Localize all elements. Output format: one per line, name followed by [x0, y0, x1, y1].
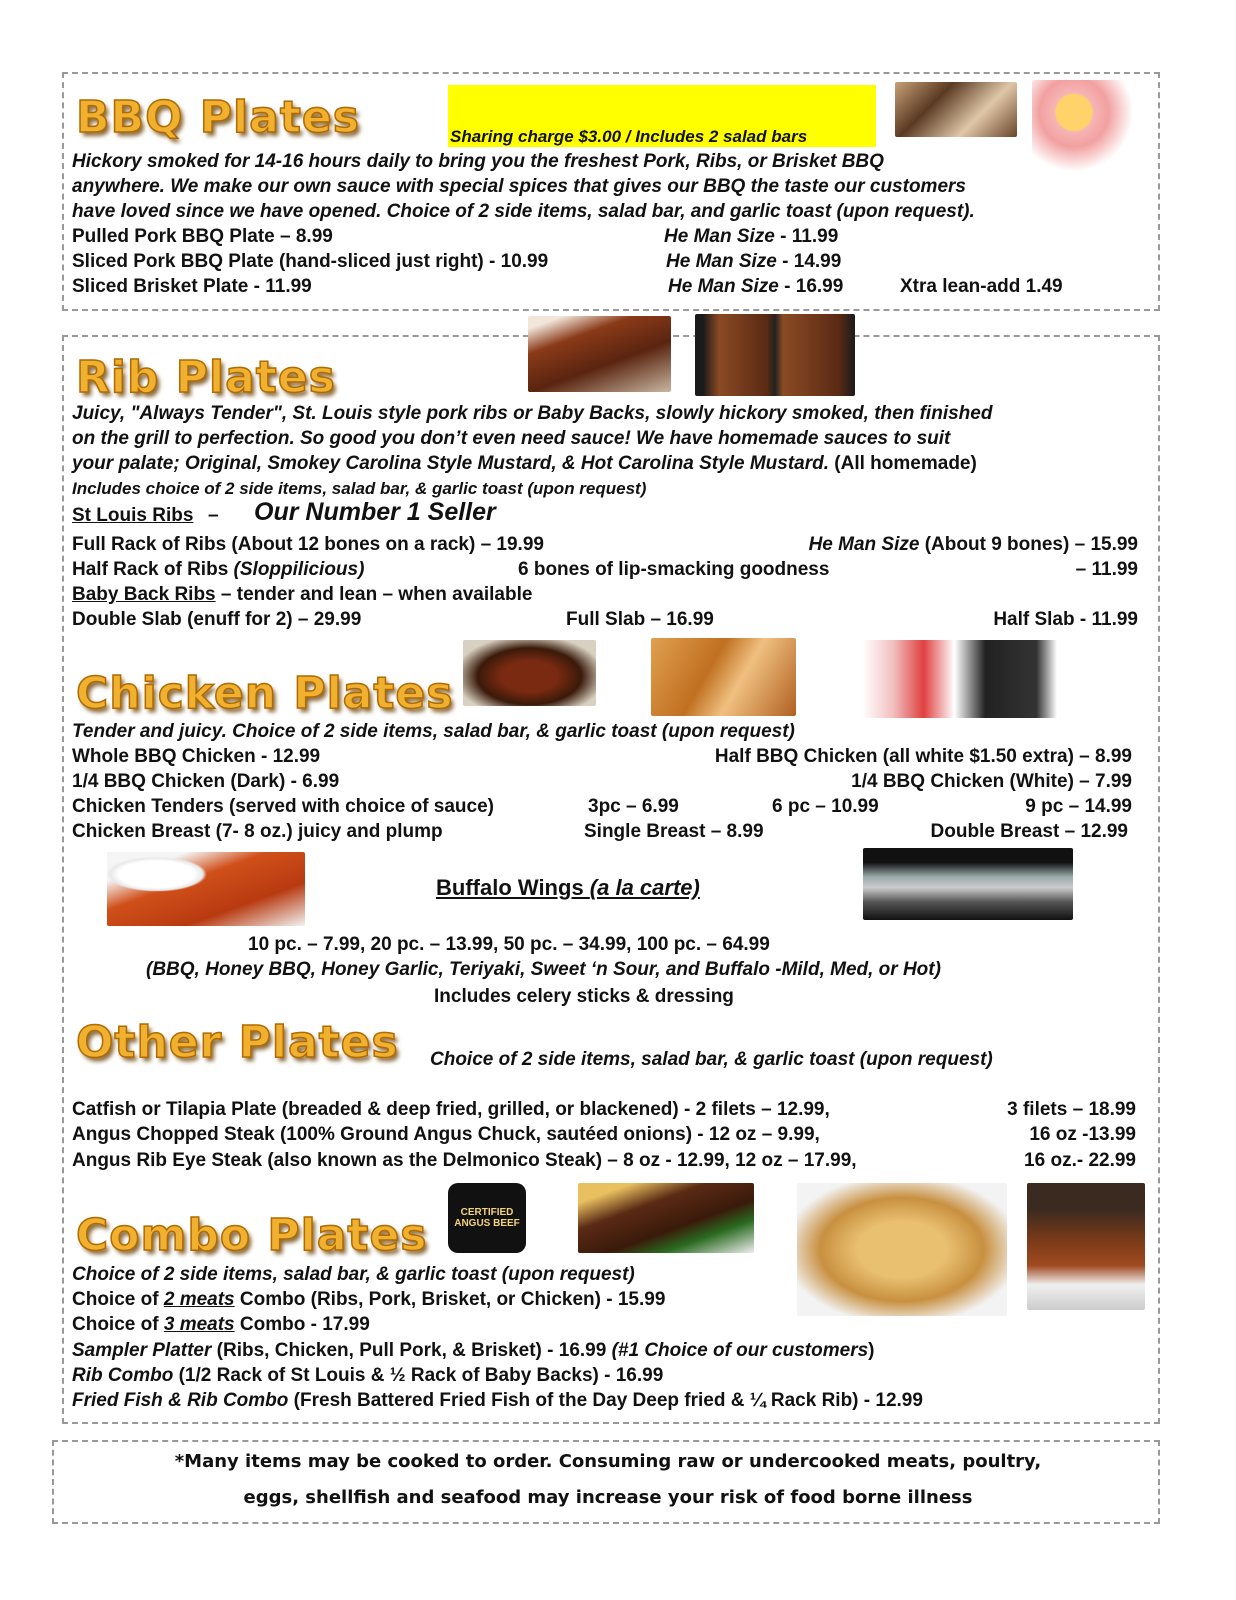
a-la-carte: (a la carte): [589, 875, 700, 900]
xtra-lean: Xtra lean-add 1.49: [900, 276, 1063, 297]
tenders-9pc: 9 pc – 14.99: [1025, 796, 1132, 817]
combo-two-price: Combo (Ribs, Pork, Brisket, or Chicken) - 15.99: [234, 1289, 666, 1310]
baby-back-desc: – tender and lean – when available: [215, 584, 533, 605]
st-louis-label: St Louis Ribs: [72, 505, 194, 526]
sampler-label: Sampler Platter: [72, 1340, 212, 1361]
rib-desc-1: Juicy, "Always Tender", St. Louis style pork ribs or Baby Backs, slowly hickory smoked, then finished: [72, 403, 993, 424]
sliced-pork-image: [895, 82, 1017, 137]
bbq-heading: BBQ Plates: [76, 92, 360, 143]
half-slab: Half Slab - 11.99: [993, 609, 1138, 630]
tenders-6pc: 6 pc – 10.99: [772, 796, 879, 817]
wings-label: Buffalo Wings: [436, 875, 590, 900]
baby-back-label: Baby Back Ribs: [72, 584, 216, 605]
rib-combo-price: (1/2 Rack of St Louis & ½ Rack of Baby Backs) - 16.99: [173, 1365, 664, 1386]
item-name: Pulled Pork BBQ Plate – 8.99: [72, 226, 333, 247]
double-breast: Double Breast – 12.99: [930, 821, 1128, 842]
half-rack: Half Rack of Ribs: [72, 559, 234, 580]
chicken-tenders-image: [651, 638, 796, 716]
wings-flavors: (BBQ, Honey BBQ, Honey Garlic, Teriyaki, Sweet ‘n Sour, and Buffalo -Mild, Med, or Hot): [146, 959, 941, 980]
full-rack: Full Rack of Ribs (About 12 bones on a rack) – 19.99: [72, 534, 544, 555]
combo-three-meats: [72, 1314, 370, 1336]
he-man-price: - 11.99: [774, 226, 839, 247]
rib-combo-label: Rib Combo: [72, 1365, 174, 1386]
certified-angus-beef-logo: [448, 1183, 526, 1253]
rib-desc-2: on the grill to perfection. So good you don’t even need sauce! We have homemade sauces to suit: [72, 428, 951, 449]
whole-chicken-image: [463, 640, 596, 706]
he-man-price: - 16.99: [778, 276, 844, 297]
rib-eye-steak: Angus Rib Eye Steak (also known as the Delmonico Steak) – 8 oz - 12.99, 12 oz – 17.99,: [72, 1150, 857, 1171]
footer-warning-2: eggs, shellfish and seafood may increase your risk of food borne illness: [243, 1487, 973, 1508]
item-name: Sliced Pork BBQ Plate (hand-sliced just right) - 10.99: [72, 251, 549, 272]
rib-eye-16oz: 16 oz.- 22.99: [1024, 1150, 1136, 1171]
bbq-desc-1: Hickory smoked for 14-16 hours daily to bring you the freshest Pork, Ribs, or Brisket BBQ: [72, 151, 884, 172]
sampler-platter: [72, 1340, 874, 1362]
whole-chicken: Whole BBQ Chicken - 12.99: [72, 746, 321, 767]
wings-title: [436, 877, 700, 899]
three-meats: 3 meats: [163, 1314, 235, 1335]
he-man-rib-price: (About 9 bones) – 15.99: [919, 534, 1138, 555]
bbq-desc-3: have loved since we have opened. Choice of 2 side items, salad bar, and garlic toast (upon request).: [72, 201, 975, 222]
breast-label: Chicken Breast (7- 8 oz.) juicy and plump: [72, 821, 443, 842]
quarter-dark: 1/4 BBQ Chicken (Dark) - 6.99: [72, 771, 340, 792]
he-man-label: He Man Size: [666, 251, 777, 272]
rib-desc-3: [72, 453, 977, 475]
rib-combo: [72, 1365, 663, 1387]
sharing-charge: Sharing charge $3.00 / Includes 2 salad bars: [450, 127, 808, 146]
he-man-label: He Man Size: [808, 534, 920, 555]
he-man-label: He Man Size: [664, 226, 775, 247]
wings-prices: 10 pc. – 7.99, 20 pc. – 13.99, 50 pc. – 34.99, 100 pc. – 64.99: [248, 934, 770, 955]
pig-cartoon-image: [1032, 80, 1137, 188]
ribs-grill-image: [695, 314, 855, 396]
combo-three-price: Combo - 17.99: [234, 1314, 370, 1335]
combo-label: Choice of: [72, 1289, 164, 1310]
bbq-desc-2: anywhere. We make our own sauce with special spices that gives our BBQ the taste our customers: [72, 176, 966, 197]
chopped-steak-16oz: 16 oz -13.99: [1029, 1124, 1136, 1145]
ribs-plate-image: [528, 316, 671, 392]
chicken-heading: Chicken Plates: [76, 668, 454, 719]
he-man-label: He Man Size: [668, 276, 779, 297]
combo-plate-image: [1027, 1183, 1145, 1310]
wings-includes: Includes celery sticks & dressing: [434, 986, 734, 1007]
number-one-seller: Our Number 1 Seller: [254, 498, 496, 526]
sloppilicious: (Sloppilicious): [233, 559, 365, 580]
combo-heading: Combo Plates: [76, 1210, 428, 1261]
dash: –: [208, 505, 219, 526]
double-slab: Double Slab (enuff for 2) – 29.99: [72, 609, 362, 630]
catfish-3-filets: 3 filets – 18.99: [1007, 1099, 1136, 1120]
buffalo-wings-image: [107, 852, 305, 926]
homemade-note: (All homemade): [829, 453, 977, 474]
single-breast: Single Breast – 8.99: [584, 821, 764, 842]
chicken-desc: Tender and juicy. Choice of 2 side items, salad bar, & garlic toast (upon request): [72, 721, 795, 742]
other-desc: Choice of 2 side items, salad bar, & garlic toast (upon request): [430, 1049, 993, 1070]
footer-warning-1: *Many items may be cooked to order. Consuming raw or undercooked meats, poultry,: [174, 1451, 1042, 1472]
half-chicken: Half BBQ Chicken (all white $1.50 extra) – 8.99: [714, 746, 1132, 767]
steak-image: [578, 1183, 754, 1253]
tenders-label: Chicken Tenders (served with choice of sauce): [72, 796, 494, 817]
salad-bar-image: [863, 848, 1073, 920]
fish-combo-price: (Fresh Battered Fried Fish of the Day Deep fried & ¼ Rack Rib) - 12.99: [288, 1390, 923, 1411]
half-rack-price: – 11.99: [1075, 559, 1138, 580]
fried-fish-image: [797, 1183, 1007, 1316]
rib-includes: Includes choice of 2 side items, salad bar, & garlic toast (upon request): [72, 479, 647, 498]
sampler-price: (Ribs, Chicken, Pull Pork, & Brisket) - 16.99: [211, 1340, 612, 1361]
bbq-pig-grill-cartoon: [852, 640, 1057, 718]
fish-combo-label: Fried Fish & Rib Combo: [72, 1390, 289, 1411]
tenders-3pc: 3pc – 6.99: [588, 796, 679, 817]
catfish-plate: Catfish or Tilapia Plate (breaded & deep fried, grilled, or blackened) - 2 filets – 12.99,: [72, 1099, 830, 1120]
fish-rib-combo: [72, 1390, 923, 1412]
item-name: Sliced Brisket Plate - 11.99: [72, 276, 312, 297]
combo-two-meats: [72, 1289, 665, 1311]
rib-heading: Rib Plates: [76, 352, 336, 403]
paren: ): [868, 1340, 875, 1361]
other-heading: Other Plates: [76, 1017, 399, 1068]
half-rack-desc: 6 bones of lip-smacking goodness: [518, 559, 830, 580]
combo-label: Choice of: [72, 1314, 164, 1335]
he-man-price: - 14.99: [776, 251, 842, 272]
full-slab: Full Slab – 16.99: [566, 609, 714, 630]
rib-desc-text: your palate; Original, Smokey Carolina Style Mustard, & Hot Carolina Style Mustard.: [72, 453, 830, 474]
two-meats: 2 meats: [163, 1289, 235, 1310]
sampler-note: (#1 Choice of our customers: [611, 1340, 869, 1361]
combo-desc: Choice of 2 side items, salad bar, & garlic toast (upon request): [72, 1264, 635, 1285]
chopped-steak: Angus Chopped Steak (100% Ground Angus Chuck, sautéed onions) - 12 oz – 9.99,: [72, 1124, 820, 1145]
quarter-white: 1/4 BBQ Chicken (White) – 7.99: [851, 771, 1132, 792]
logo-text: CERTIFIED ANGUS BEEF: [454, 1207, 520, 1229]
